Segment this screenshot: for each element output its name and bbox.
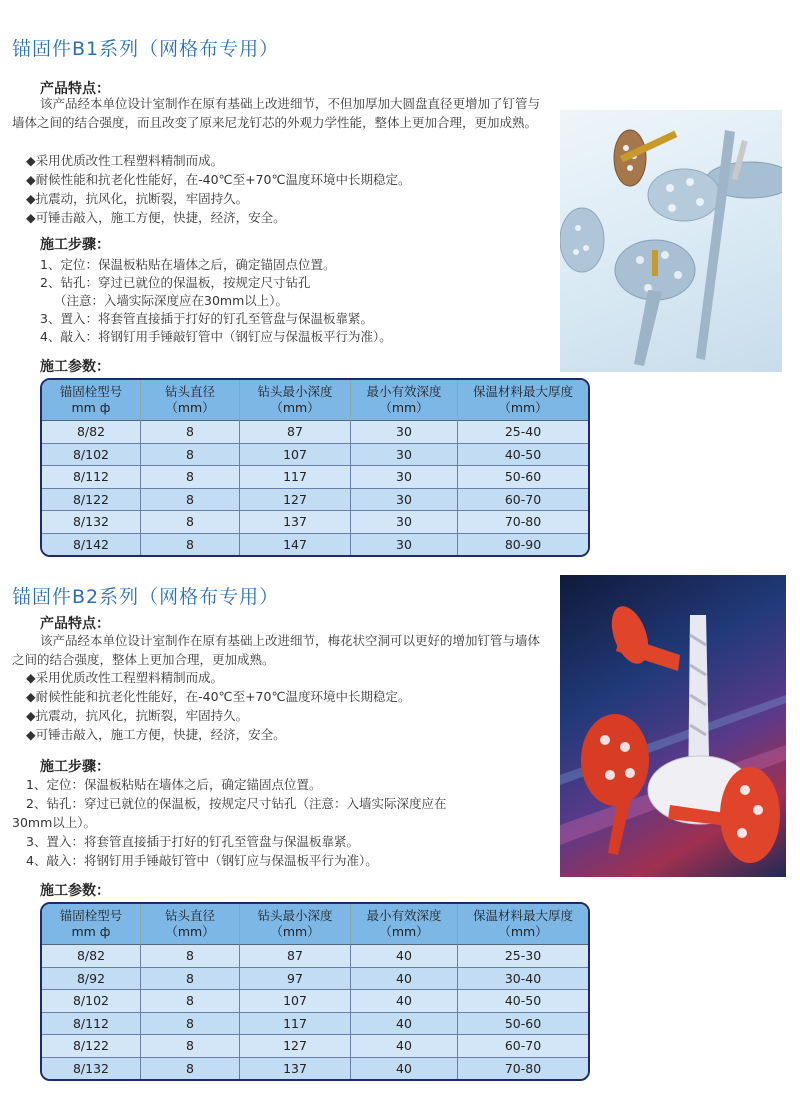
table-row: 8/112 8 117 40 50-60: [42, 1013, 588, 1036]
header-min-drill-depth: 钻头最小深度 （mm）: [240, 904, 351, 945]
table-row: 8/132 8 137 40 70-80: [42, 1058, 588, 1080]
b2-step-1: 1、定位：保温板粘贴在墙体之后，确定锚固点位置。: [26, 777, 322, 792]
b1-spec-table: [40, 378, 590, 557]
header-min-effective-depth: 最小有效深度 （mm）: [351, 904, 458, 945]
header-max-insulation-thickness: 保温材料最大厚度 （mm）: [458, 380, 588, 421]
b1-step-2-note: （注意：入墙实际深度应在30mm以上）。: [54, 293, 289, 308]
b1-section-title: 锚固件B1系列（网格布专用）: [12, 38, 280, 60]
table-row: 8/132 8 137 30 70-80: [42, 511, 588, 534]
header-drill-diameter: 钻头直径 （mm）: [141, 904, 240, 945]
b1-feature-1: ◆采用优质改性工程塑料精制而成。: [26, 153, 224, 168]
b2-step-2-cont: 30mm以上）。: [12, 815, 97, 830]
b1-features-heading: 产品特点：: [40, 81, 110, 97]
header-min-drill-depth: 钻头最小深度 （mm）: [240, 380, 351, 421]
b2-step-4: 4、敲入：将钢钉用手锤敲钉管中（钢钉应与保温板平行为准）。: [26, 853, 378, 868]
b2-feature-2: ◆耐候性能和抗老化性能好，在-40℃至+70℃温度环境中长期稳定。: [26, 689, 411, 704]
b1-step-1: 1、定位：保温板粘贴在墙体之后，确定锚固点位置。: [40, 257, 336, 272]
b2-feature-1: ◆采用优质改性工程塑料精制而成。: [26, 670, 224, 685]
b2-spec-table: [40, 902, 590, 1081]
table-row: 8/82 8 87 30 25-40: [42, 421, 588, 444]
b1-feature-3: ◆抗震动，抗风化，抗断裂，牢固持久。: [26, 191, 249, 206]
b1-feature-2: ◆耐候性能和抗老化性能好，在-40℃至+70℃温度环境中长期稳定。: [26, 172, 411, 187]
header-model: 锚固栓型号 mm ф: [42, 904, 141, 945]
b2-product-photo: [560, 575, 786, 877]
b2-step-2: 2、钻孔：穿过已就位的保温板，按规定尺寸钻孔（注意：入墙实际深度应在: [26, 796, 447, 811]
b2-features-heading: 产品特点：: [40, 616, 110, 632]
b1-step-4: 4、敲入：将钢钉用手锤敲钉管中（钢钉应与保温板平行为准）。: [40, 329, 392, 344]
b2-steps-heading: 施工步骤：: [40, 759, 110, 775]
b1-steps-heading: 施工步骤：: [40, 237, 110, 253]
table-row: 8/92 8 97 40 30-40: [42, 968, 588, 991]
b1-feature-4: ◆可锤击敲入，施工方便，快捷，经济，安全。: [26, 210, 286, 225]
table-row: 8/112 8 117 30 50-60: [42, 466, 588, 489]
b2-params-heading: 施工参数：: [40, 883, 110, 899]
b1-intro-text: 该产品经本单位设计室制作在原有基础上改进细节，不但加厚加大圆盘直径更增加了钉管与墙体之间的结合强度，而且改变了原来尼龙钉芯的外观力学性能，整体上更加合理，更加成熟。: [12, 96, 541, 130]
b1-product-photo: [560, 110, 782, 372]
table-row: 8/102 8 107 40 40-50: [42, 990, 588, 1013]
table-header-row: [42, 380, 588, 421]
table-row: 8/102 8 107 30 40-50: [42, 444, 588, 467]
b1-step-2: 2、钻孔：穿过已就位的保温板，按规定尺寸钻孔: [40, 275, 311, 290]
b2-section-title: 锚固件B2系列（网格布专用）: [12, 586, 280, 608]
b1-step-3: 3、置入：将套管直接插于打好的钉孔至管盘与保温板靠紧。: [40, 311, 373, 326]
header-drill-diameter: 钻头直径 （mm）: [141, 380, 240, 421]
b2-intro-text: 该产品经本单位设计室制作在原有基础上改进细节，梅花状空洞可以更好的增加钉管与墙体之间的结合强度，整体上更加合理，更加成熟。: [12, 633, 541, 667]
table-row: 8/142 8 147 30 80-90: [42, 534, 588, 556]
table-row: 8/122 8 127 40 60-70: [42, 1035, 588, 1058]
header-min-effective-depth: 最小有效深度 （mm）: [351, 380, 458, 421]
b2-feature-4: ◆可锤击敲入，施工方便，快捷，经济，安全。: [26, 727, 286, 742]
b2-feature-3: ◆抗震动，抗风化，抗断裂，牢固持久。: [26, 708, 249, 723]
header-max-insulation-thickness: 保温材料最大厚度 （mm）: [458, 904, 588, 945]
table-header-row: [42, 904, 588, 945]
header-model: 锚固栓型号 mm ф: [42, 380, 141, 421]
table-row: 8/82 8 87 40 25-30: [42, 945, 588, 968]
table-row: 8/122 8 127 30 60-70: [42, 489, 588, 512]
b1-params-heading: 施工参数：: [40, 359, 110, 375]
b2-step-3: 3、置入：将套管直接插于打好的钉孔至管盘与保温板靠紧。: [26, 834, 359, 849]
